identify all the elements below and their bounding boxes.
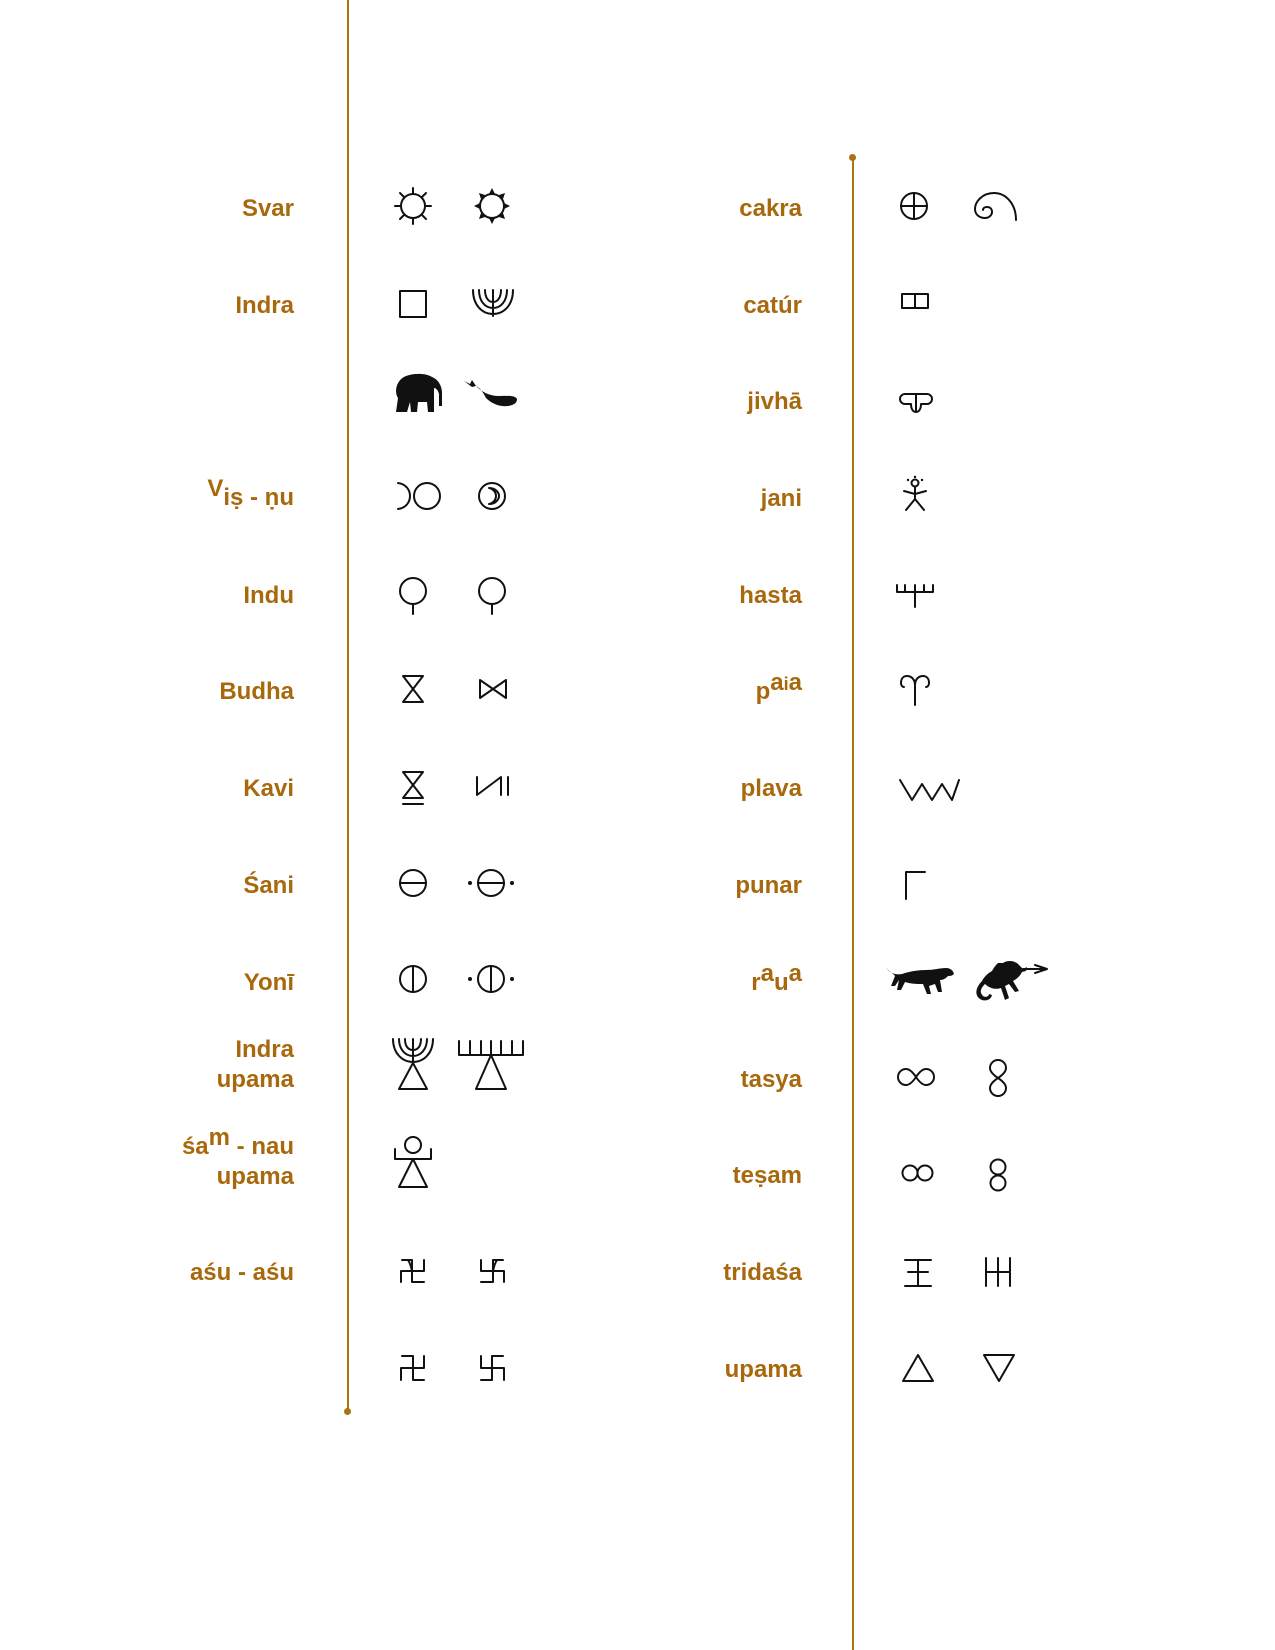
swastika-right-icon	[477, 1256, 507, 1286]
tongue-icon	[899, 391, 933, 415]
panther-icon	[886, 962, 954, 1000]
label-hasta: hasta	[739, 582, 802, 609]
sun-rayed-icon	[393, 186, 433, 226]
zigzag-icon	[897, 776, 961, 804]
swastika-right-plain-icon	[477, 1353, 507, 1383]
circle-bar-dotted-icon	[467, 868, 515, 898]
label-tasya: tasya	[740, 1066, 802, 1093]
label-indu: Indu	[243, 582, 294, 609]
swastika-left-plain-icon	[398, 1353, 428, 1383]
left-divider-line	[347, 0, 349, 1411]
label-cakra: cakra	[739, 195, 802, 222]
label-sham-nau: $śa^m$ - nau	[181, 1124, 294, 1160]
label-plava: plava	[740, 775, 802, 802]
three-post-icon	[982, 1256, 1014, 1288]
candelabrum-triangle-icon	[391, 1037, 435, 1091]
label-catur: catúr	[743, 292, 802, 319]
wheel-icon	[898, 190, 930, 222]
infinity-icon	[898, 1066, 934, 1088]
whale-icon	[462, 378, 518, 410]
sun-pointed-icon	[472, 186, 512, 226]
label-upama: upama	[724, 1356, 802, 1383]
crescent-in-circle-icon	[476, 480, 508, 512]
hourglass-icon	[401, 674, 425, 704]
label-jani: jani	[760, 485, 802, 512]
label-raua: $r^au^a$	[751, 960, 802, 996]
dragon-icon	[973, 959, 1049, 1005]
circle-bar-icon	[398, 868, 428, 898]
label-indra: Indra	[235, 292, 294, 319]
label-shani: Śani	[243, 872, 294, 899]
elephant-icon	[392, 372, 446, 412]
triangle-up-icon	[900, 1352, 936, 1384]
swastika-left-icon	[398, 1256, 428, 1286]
circle-on-stem-icon	[475, 576, 509, 616]
divided-rectangle-icon	[899, 291, 931, 311]
comb-triangle-icon	[457, 1039, 525, 1091]
label-paia: $p^{aia}$	[755, 669, 802, 705]
label-tridasha: tridaśa	[723, 1259, 802, 1286]
three-bar-icon	[902, 1257, 934, 1289]
left-divider-end-dot	[344, 1408, 351, 1415]
bowtie-icon	[478, 678, 508, 700]
moon-and-circle-icon	[394, 480, 444, 512]
double-circle-icon	[900, 1163, 934, 1183]
corner-icon	[903, 869, 927, 901]
figure-triangle-icon	[392, 1135, 434, 1189]
label-vishnu: $^V$iṣ - ṇu	[207, 475, 294, 511]
ram-horns-icon	[898, 673, 932, 707]
label-budha: Budha	[219, 678, 294, 705]
circle-vertical-bar-dotted-icon	[467, 964, 515, 994]
label-indra-upama-line1: Indra	[235, 1036, 294, 1063]
square-icon	[398, 289, 428, 319]
right-divider-line	[852, 158, 854, 1650]
label-tesam: teṣam	[732, 1162, 802, 1189]
label-ashu-ashu: aśu - aśu	[189, 1259, 294, 1286]
trident-icon	[471, 288, 515, 318]
circle-vertical-bar-icon	[398, 964, 428, 994]
figure-eight-icon	[987, 1059, 1009, 1097]
right-divider-end-dot	[849, 154, 856, 161]
label-indra-upama-line2: upama	[216, 1066, 294, 1093]
label-sham-nau-upama: upama	[216, 1163, 294, 1190]
hand-comb-icon	[894, 582, 936, 610]
bowtie-bar-icon	[475, 774, 511, 798]
human-figure-icon	[898, 476, 932, 512]
hourglass-underlined-icon	[401, 770, 425, 806]
triangle-down-icon	[981, 1352, 1017, 1384]
label-svar: Svar	[241, 195, 294, 222]
circle-on-stem-icon	[396, 576, 430, 616]
label-yoni: Yonī	[243, 969, 294, 996]
label-jivha: jivhā	[747, 388, 802, 415]
stacked-circles-icon	[987, 1157, 1009, 1193]
spiral-icon	[970, 190, 1020, 222]
label-punar: punar	[735, 872, 802, 899]
label-kavi: Kavi	[243, 775, 294, 802]
